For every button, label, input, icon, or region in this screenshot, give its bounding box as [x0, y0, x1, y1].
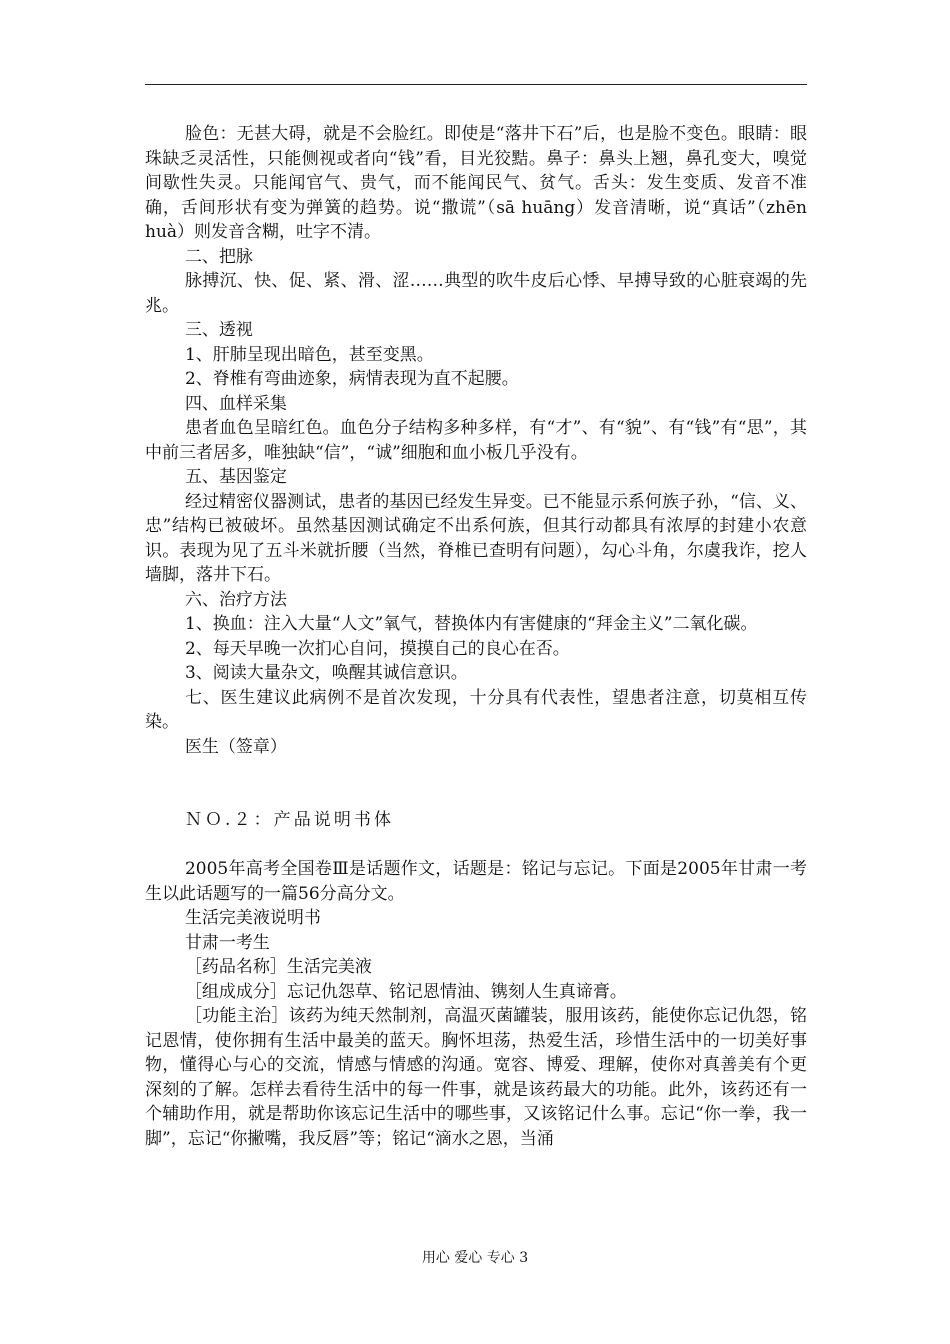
paragraph: 脸色：无甚大碍，就是不会脸红。即使是“落井下石”后，也是脸不变色。眼睛：眼珠缺乏灵活性，只能侧视或者向“钱”看，目光狡黠。鼻子：鼻头上翘，鼻孔变大，嗅觉间歇性失灵。只能闻官气、贵气，而不能闻民气、贫气。舌头：发生变质、发音不准确，舌间形状有变为弹簧的趋势。说“撒谎”（sā huāng）发音清晰，说“真话”（zhēn huà）则发音含糊，吐字不清。 [145, 124, 807, 242]
section-heading: 三、透视 [184, 320, 253, 340]
blank-line [145, 784, 807, 809]
essay-title: 生活完美液说明书 [184, 908, 321, 928]
section-heading: 六、治疗方法 [184, 589, 287, 610]
paragraph: 脉搏沉、快、促、紧、滑、涩……典型的吹牛皮后心悸、早搏导致的心脏衰竭的先兆。 [145, 271, 807, 316]
document-body [145, 122, 807, 1151]
section-title: ＮＯ.２：产品说明书体 [184, 810, 395, 830]
paragraph: ［功能主治］该药为纯天然制剂，高温灭菌罐装，服用该药，能使你忘记仇怨，铭记恩情，使你拥有生活中最美的蓝天。胸怀坦荡，热爱生活，珍惜生活中的一切美好事物，懂得心与心的交流，情感与情感的沟通。宽容、博爱、理解，使你对真善美有个更深刻的了解。怎样去看待生活中的每一件事，就是该药最大的功能。此外，该药还有一个辅助作用，就是帮助你该忘记生活中的哪些事，又该铭记什么事。忘记“你一拳，我一脚”，忘记“你撇嘴，我反唇”等；铭记“滴水之恩，当涌 [145, 1006, 807, 1149]
paragraph: 七、医生建议此病例不是首次发现，十分具有代表性，望患者注意，切莫相互传染。 [145, 687, 807, 732]
paragraph: 2、脊椎有弯曲迹象，病情表现为直不起腰。 [184, 369, 519, 389]
section-heading: 五、基因鉴定 [184, 467, 287, 487]
page-footer: 用心 爱心 专心 3 [421, 1250, 529, 1266]
paragraph: 2、每天早晚一次扪心自问，摸摸自己的良心在否。 [184, 638, 570, 659]
blank-line [145, 833, 807, 858]
paragraph: ［药品名称］生活完美液 [184, 957, 372, 977]
section-heading: 四、血样采集 [184, 393, 287, 414]
signature-line: 医生（签章） [184, 736, 287, 757]
header-rule [145, 84, 807, 85]
paragraph: 1、肝肺呈现出暗色，甚至变黑。 [184, 344, 434, 365]
paragraph: 2005年高考全国卷Ⅲ是话题作文，话题是：铭记与忘记。下面是2005年甘肃一考生以此话题写的一篇56分高分文。 [145, 859, 807, 904]
section-heading: 二、把脉 [184, 246, 253, 267]
paragraph: 1、换血：注入大量“人文”氧气，替换体内有害健康的“拜金主义”二氧化碳。 [184, 614, 758, 634]
paragraph: 经过精密仪器测试，患者的基因已经发生异变。已不能显示系何族子孙，“信、义、忠”结构已被破坏。虽然基因测试确定不出系何族，但其行动都具有浓厚的封建小农意识。表现为见了五斗米就折腰（当然，脊椎已查明有问题），勾心斗角，尔虞我诈，挖人墙脚，落井下石。 [145, 491, 807, 585]
paragraph: 患者血色呈暗红色。血色分子结构多种多样，有“才”、有“貌”、有“钱”有“思”，其中前三者居多，唯独缺“信”，“诚”细胞和血小板几乎没有。 [145, 418, 807, 463]
paragraph: ［组成成分］忘记仇怨草、铭记恩情油、镌刻人生真谛膏。 [184, 981, 627, 1002]
essay-author: 甘肃一考生 [184, 932, 270, 953]
paragraph: 3、阅读大量杂文，唤醒其诚信意识。 [184, 663, 468, 683]
blank-line [145, 759, 807, 784]
